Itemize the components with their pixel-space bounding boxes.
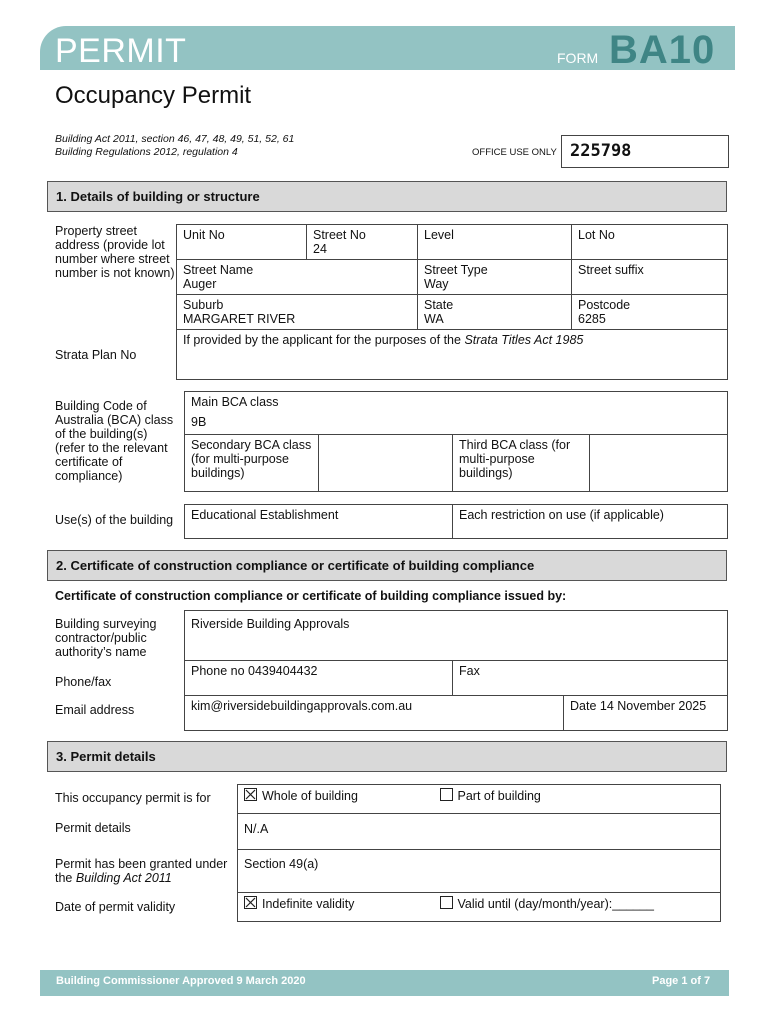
email-label: Email address xyxy=(55,703,135,717)
lot-no-cell[interactable] xyxy=(572,225,728,260)
bca-label: Building Code of Australia (BCA) class of the building(s) (refer to the relevant certificate of compliance) xyxy=(55,399,174,483)
date-value: Date 14 November 2025 xyxy=(570,699,707,713)
bca-table xyxy=(184,391,728,492)
secondary-bca-value-cell[interactable] xyxy=(319,435,453,492)
unit-no-cell[interactable] xyxy=(177,225,307,260)
whole-building-label: Whole of building xyxy=(262,789,358,803)
valid-until-checkbox[interactable] xyxy=(440,896,453,909)
suburb-label: Suburb xyxy=(183,298,224,312)
restriction-cell[interactable] xyxy=(453,505,728,539)
use-value: Educational Establishment xyxy=(191,508,339,522)
street-name-value: Auger xyxy=(183,277,217,291)
validity-label: Date of permit validity xyxy=(55,900,176,914)
postcode-value: 6285 xyxy=(578,312,606,326)
email-value: kim@riversidebuildingapprovals.com.au xyxy=(191,699,413,713)
state-value: WA xyxy=(424,312,444,326)
fax-cell[interactable] xyxy=(453,661,728,696)
street-suffix-cell[interactable] xyxy=(572,260,728,295)
checked-x-icon xyxy=(245,789,256,800)
permit-details-cell[interactable] xyxy=(238,814,721,850)
third-bca-label: Third BCA class (for multi-purpose buildings) xyxy=(459,438,571,480)
lot-no-label: Lot No xyxy=(578,228,615,242)
office-use-label: OFFICE USE ONLY xyxy=(472,147,557,158)
surveyor-name-cell[interactable] xyxy=(185,611,728,661)
street-type-value: Way xyxy=(424,277,449,291)
phone-value: Phone no 0439404432 xyxy=(191,664,318,678)
granted-label-text: Permit has been granted under the xyxy=(55,857,228,885)
form-label: FORM xyxy=(557,50,599,66)
issued-by-label: Certificate of construction compliance or certificate of building compliance issued by: xyxy=(55,589,567,603)
valid-until-option[interactable] xyxy=(434,893,721,922)
street-no-cell[interactable] xyxy=(307,225,418,260)
section-2-header: 2. Certificate of construction compliance or certificate of building compliance xyxy=(47,550,727,581)
part-building-label: Part of building xyxy=(457,789,541,803)
granted-label-act: Building Act 2011 xyxy=(75,871,172,885)
street-name-label: Street Name xyxy=(183,263,254,277)
date-cell[interactable] xyxy=(564,696,728,731)
whole-building-option[interactable] xyxy=(238,785,434,814)
permit-heading: PERMIT xyxy=(55,32,187,70)
restriction-label: Each restriction on use (if applicable) xyxy=(459,508,664,522)
email-cell[interactable] xyxy=(185,696,564,731)
street-no-label: Street No xyxy=(313,228,366,242)
part-building-option[interactable] xyxy=(434,785,721,814)
use-value-cell[interactable] xyxy=(185,505,453,539)
certificate-table xyxy=(184,610,728,731)
street-type-label: Street Type xyxy=(424,263,488,277)
street-type-cell[interactable] xyxy=(418,260,572,295)
state-label: State xyxy=(424,298,454,312)
document-title: Occupancy Permit xyxy=(55,82,252,109)
permit-details-table xyxy=(237,784,721,922)
office-use-number: 225798 xyxy=(570,141,632,161)
valid-until-label: Valid until (day/month/year):______ xyxy=(457,897,654,911)
level-cell[interactable] xyxy=(418,225,572,260)
form-code: BA10 xyxy=(609,28,716,72)
permit-details-value: N/.A xyxy=(244,822,269,836)
section-1-header: 1. Details of building or structure xyxy=(47,181,727,212)
page-number: Page 1 of 7 xyxy=(652,975,711,987)
permit-granted-label xyxy=(55,857,230,885)
state-cell[interactable] xyxy=(418,295,572,330)
granted-cell[interactable] xyxy=(238,850,721,893)
indefinite-checkbox[interactable] xyxy=(244,896,257,909)
whole-building-checkbox[interactable] xyxy=(244,788,257,801)
permit-for-label: This occupancy permit is for xyxy=(55,791,211,805)
third-bca-label-cell xyxy=(453,435,590,492)
strata-label: Strata Plan No xyxy=(55,348,137,362)
street-suffix-label: Street suffix xyxy=(578,263,644,277)
third-bca-value-cell[interactable] xyxy=(590,435,728,492)
level-label: Level xyxy=(424,228,454,242)
postcode-label: Postcode xyxy=(578,298,631,312)
secondary-bca-label-cell xyxy=(185,435,319,492)
checked-x-icon xyxy=(245,897,256,908)
phone-label: Phone/fax xyxy=(55,675,112,689)
suburb-value: MARGARET RIVER xyxy=(183,312,296,326)
regulation-reference: Building Regulations 2012, regulation 4 xyxy=(55,146,238,158)
strata-act: Strata Titles Act 1985 xyxy=(464,333,584,347)
part-building-checkbox[interactable] xyxy=(440,788,453,801)
indefinite-label: Indefinite validity xyxy=(262,897,355,911)
footer-approval: Building Commissioner Approved 9 March 2020 xyxy=(56,975,306,987)
surveyor-name: Riverside Building Approvals xyxy=(191,617,350,631)
suburb-cell[interactable] xyxy=(177,295,418,330)
main-bca-label: Main BCA class xyxy=(191,395,279,409)
surveyor-label: Building surveying contractor/public authority’s name xyxy=(55,617,157,659)
use-label: Use(s) of the building xyxy=(55,513,174,527)
strata-plan-cell[interactable] xyxy=(177,330,728,380)
phone-cell[interactable] xyxy=(185,661,453,696)
section-3-header: 3. Permit details xyxy=(47,741,727,772)
fax-label: Fax xyxy=(459,664,480,678)
strata-note: If provided by the applicant for the purposes of the xyxy=(183,333,465,347)
postcode-cell[interactable] xyxy=(572,295,728,330)
permit-details-label: Permit details xyxy=(55,821,131,835)
secondary-bca-label: Secondary BCA class (for multi-purpose buildings) xyxy=(191,438,312,480)
act-reference: Building Act 2011, section 46, 47, 48, 49, 51, 52, 61 xyxy=(55,133,295,145)
indefinite-option[interactable] xyxy=(238,893,434,922)
main-bca-cell[interactable] xyxy=(185,392,728,435)
address-label: Property street address (provide lot number where street number is not known) xyxy=(55,224,175,280)
granted-value: Section 49(a) xyxy=(244,857,319,871)
street-no-value: 24 xyxy=(313,242,327,256)
main-bca-value: 9B xyxy=(191,415,207,429)
use-table xyxy=(184,504,728,539)
unit-no-label: Unit No xyxy=(183,228,225,242)
address-table xyxy=(176,224,728,380)
street-name-cell[interactable] xyxy=(177,260,418,295)
